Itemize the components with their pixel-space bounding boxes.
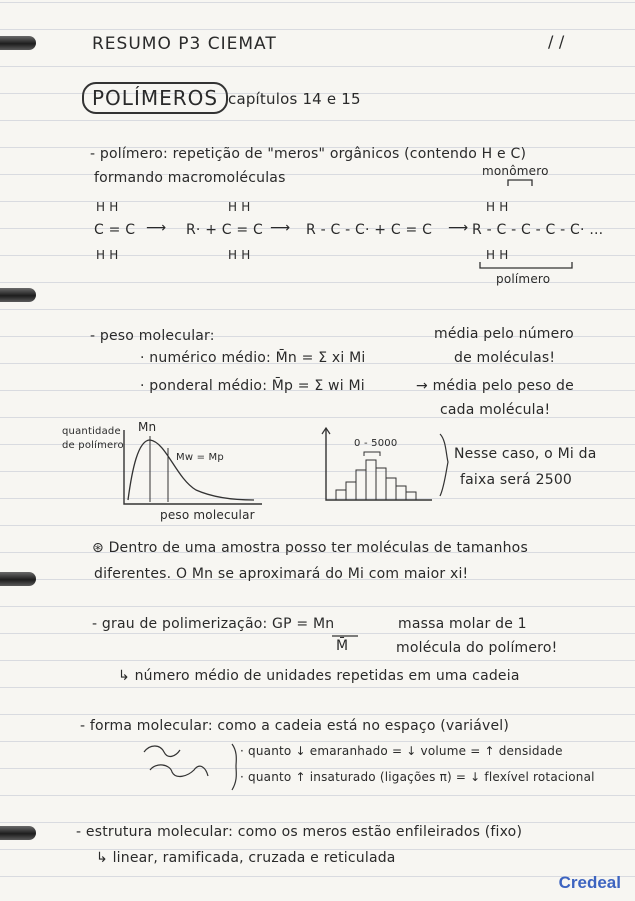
histogram-note: Nesse caso, o Mi da: [454, 446, 597, 462]
massa-molar-note-cont: molécula do polímero!: [396, 640, 558, 656]
reaction-bottom-h: H H: [228, 248, 251, 262]
media-peso-cont: cada molécula!: [440, 402, 551, 418]
reaction-chain: R - C - C - C - C· ...: [472, 222, 604, 238]
graph1-xlabel: peso molecular: [160, 508, 255, 522]
graph2-range-label: 0 - 5000: [354, 438, 398, 449]
gp-denominator: M̄: [336, 638, 349, 654]
reaction-top-h: H H: [228, 200, 251, 214]
reaction-arrow: ⟶: [146, 220, 167, 236]
peso-heading: - peso molecular:: [90, 328, 215, 344]
histogram-note-cont: faixa será 2500: [460, 472, 573, 488]
monomero-label: monômero: [482, 164, 549, 178]
brand-logo: Credeal: [558, 873, 621, 892]
page-title: RESUMO P3 CIEMAT: [92, 34, 277, 54]
graph1-ylabel: quantidade: [62, 426, 121, 437]
polimero-definition-cont: formando macromoléculas: [94, 170, 286, 186]
media-numero: média pelo número: [434, 326, 574, 342]
media-numero-cont: de moléculas!: [454, 350, 556, 366]
reaction-arrow: ⟶: [270, 220, 291, 236]
polimero-label: polímero: [496, 272, 551, 286]
forma-item: · quanto ↑ insaturado (ligações π) = ↓ flexível rotacional: [240, 770, 595, 784]
forma-item: · quanto ↓ emaranhado = ↓ volume = ↑ densidade: [240, 744, 563, 758]
section-title-box: POLÍMEROS: [82, 82, 228, 114]
media-peso: → média pelo peso de: [416, 378, 574, 394]
date-field: / /: [548, 32, 565, 51]
peso-numerico: · numérico médio: M̄n = Σ xi Mi: [140, 350, 366, 366]
graph1-mn-label: Mn: [138, 420, 157, 434]
gp-definition: - grau de polimerização: GP = Mn: [92, 616, 335, 632]
polimero-definition: - polímero: repetição de "meros" orgânicos (contendo H e C): [90, 146, 527, 162]
graph1-ylabel: de polímero: [62, 440, 124, 451]
reaction-step2: R - C - C· + C = C: [306, 222, 433, 238]
estrutura-types: ↳ linear, ramificada, cruzada e reticulada: [96, 850, 396, 866]
gp-meaning: ↳ número médio de unidades repetidas em uma cadeia: [118, 668, 520, 684]
reaction-arrow: ⟶: [448, 220, 469, 236]
graph1-mw-label: Mw = Mp: [176, 452, 224, 463]
reaction-bottom-h: H H: [96, 248, 119, 262]
peso-ponderal: · ponderal médio: M̄p = Σ wi Mi: [140, 378, 365, 394]
note-line-cont: diferentes. O Mn se aproximará do Mi com maior xi!: [94, 566, 469, 582]
forma-definition: - forma molecular: como a cadeia está no espaço (variável): [80, 718, 510, 734]
estrutura-definition: - estrutura molecular: como os meros estão enfileirados (fixo): [76, 824, 523, 840]
reaction-top-h: H H: [486, 200, 509, 214]
note-line: ⊛ Dentro de uma amostra posso ter moléculas de tamanhos: [92, 540, 528, 556]
reaction-top-h: H H: [96, 200, 119, 214]
chapters-label: capítulos 14 e 15: [228, 90, 361, 108]
reaction-bottom-h: H H: [486, 248, 509, 262]
reaction-step1: R· + C = C: [186, 222, 263, 238]
massa-molar-note: massa molar de 1: [398, 616, 527, 632]
reaction-monomer: C = C: [94, 222, 136, 238]
